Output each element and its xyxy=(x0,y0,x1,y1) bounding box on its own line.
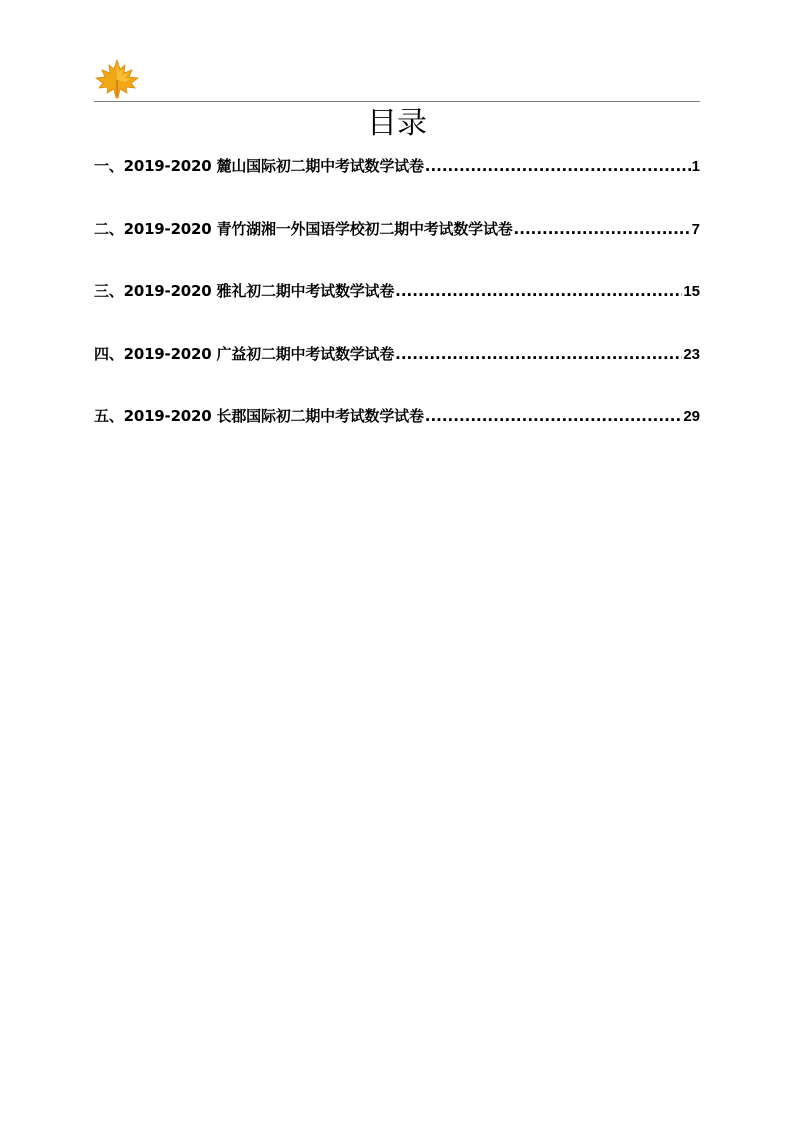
toc-entry[interactable] xyxy=(94,342,700,366)
toc-entry[interactable] xyxy=(94,154,700,178)
toc-entry-page: 7 xyxy=(691,220,700,238)
toc-entry-label: 一、2019-2020 麓山国际初二期中考试数学试卷 xyxy=(94,157,424,175)
toc-entry-page: 29 xyxy=(683,408,700,425)
dot-leader xyxy=(425,404,683,428)
toc-entry-page: 1 xyxy=(691,158,700,175)
toc-entry-label: 二、2019-2020 青竹湖湘一外国语学校初二期中考试数学试卷 xyxy=(94,219,513,238)
dot-leader xyxy=(514,217,691,241)
header-rule xyxy=(94,101,700,102)
toc-entry-label: 五、2019-2020 长郡国际初二期中考试数学试卷 xyxy=(94,407,424,425)
toc-list xyxy=(94,154,700,467)
maple-leaf-icon xyxy=(94,58,140,100)
toc-entry-label: 四、2019-2020 广益初二期中考试数学试卷 xyxy=(94,344,395,363)
toc-entry[interactable] xyxy=(94,217,700,241)
dot-leader xyxy=(395,279,682,303)
toc-entry-page: 23 xyxy=(683,345,700,363)
toc-entry[interactable] xyxy=(94,279,700,303)
dot-leader xyxy=(395,342,682,366)
toc-entry-label: 三、2019-2020 雅礼初二期中考试数学试卷 xyxy=(94,282,395,300)
dot-leader xyxy=(425,154,691,178)
toc-entry-page: 15 xyxy=(683,283,700,300)
toc-entry[interactable] xyxy=(94,404,700,428)
toc-title: 目录 xyxy=(367,106,427,141)
